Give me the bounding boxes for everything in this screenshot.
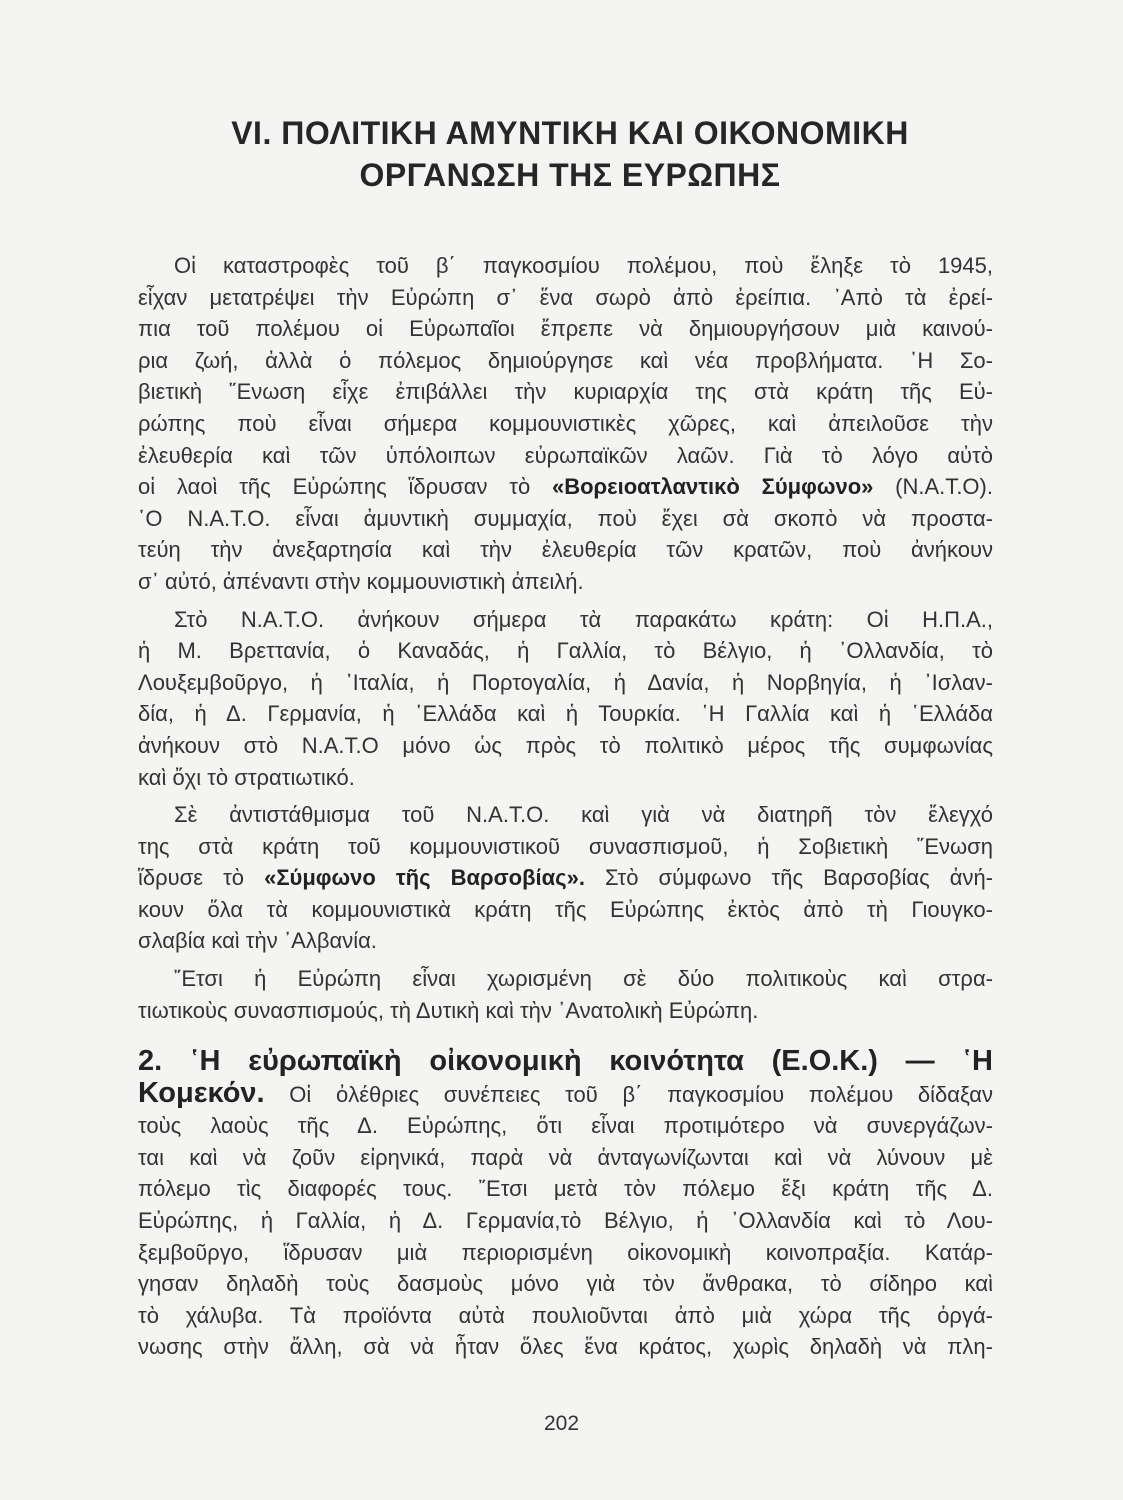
text-line: ῎Ετσι ἡ Εὐρώπη εἶναι χωρισμένη σὲ δύο πολιτικοὺς καὶ στρα- xyxy=(174,966,993,992)
text-line: ἡ Μ. Βρεττανία, ὁ Καναδάς, ἡ Γαλλία, τὸ Βέλγιο, ἡ ᾽Ολλανδία, τὸ xyxy=(138,638,993,664)
paragraph-warsaw-pact xyxy=(138,799,993,957)
text-line: ξεμβοῦργο, ἵδρυσαν μιὰ περιορισμένη οἰκονομικὴ κοινοπραξία. Κατάρ- xyxy=(138,1239,993,1265)
text-line: τὸ χάλυβα. Τὰ προϊόντα αὐτὰ πουλιοῦνται ἀπὸ μιὰ χώρα τῆς ὀργά- xyxy=(138,1302,993,1328)
body-text xyxy=(138,250,993,1026)
text-line: νωσης στὴν ἄλλη, σὰ νὰ ἦταν ὅλες ἕνα κράτος, χωρὶς δηλαδὴ νὰ πλη- xyxy=(138,1334,993,1360)
section-eec-comecon xyxy=(138,1046,993,1363)
text-line: Στὸ Ν.Α.Τ.Ο. ἀνήκουν σήμερα τὰ παρακάτω κράτη: Οἱ Η.Π.Α., xyxy=(174,606,993,632)
text-line: πόλεμο τὶς διαφορές τους. ῎Ετσι μετὰ τὸν πόλεμο ἕξι κράτη τῆς Δ. xyxy=(138,1176,993,1202)
text-line: βιετικὴ ῞Ενωση εἶχε ἐπιβάλλει τὴν κυριαρχία της στὰ κράτη τῆς Εὐ- xyxy=(138,379,993,405)
chapter-title xyxy=(140,112,1000,196)
text-line: Εὐρώπης, ἡ Γαλλία, ἡ Δ. Γερμανία,τὸ Βέλγιο, ἡ ᾽Ολλανδία καὶ τὸ Λου- xyxy=(138,1207,993,1233)
text-line: ρια ζωή, ἀλλὰ ὁ πόλεμος δημιούργησε καὶ νέα προβλήματα. ῾Η Σο- xyxy=(138,347,993,373)
paragraph-nato-intro xyxy=(138,250,993,598)
text-line: δία, ἡ Δ. Γερμανία, ἡ ῾Ελλάδα καὶ ἡ Τουρκία. ῾Η Γαλλία καὶ ἡ ῾Ελλάδα xyxy=(138,701,993,727)
text-line: σ᾽ αὐτό, ἀπέναντι στὴν κομμουνιστικὴ ἀπειλή. xyxy=(138,568,584,594)
text-line: τιωτικοὺς συνασπισμούς, τὴ Δυτικὴ καὶ τὴν ᾽Ανατολικὴ Εὐρώπη. xyxy=(138,997,759,1023)
chapter-title-line-1: VI. ΠΟΛΙΤΙΚΗ ΑΜΥΝΤΙΚΗ ΚΑΙ ΟΙΚΟΝΟΜΙΚΗ xyxy=(231,115,909,151)
text-line: ἀνήκουν στὸ Ν.Α.Τ.Ο μόνο ὡς πρὸς τὸ πολιτικὸ μέρος τῆς συμφωνίας xyxy=(138,732,993,758)
text-line: πια τοῦ πολέμου οἱ Εὐρωπαῖοι ἔπρεπε νὰ δημιουργήσουν μιὰ καινού- xyxy=(138,316,993,342)
warsaw-pact-name: «Σύμφωνο τῆς Βαρσοβίας». xyxy=(264,865,585,891)
text-fragment: ἵδρυσε τὸ xyxy=(138,865,265,891)
text-line xyxy=(138,471,993,503)
nato-treaty-name: «Βορειοατλαντικὸ Σύμφωνο» xyxy=(552,474,874,500)
text-line: τεύη τὴν ἀνεξαρτησία καὶ τὴν ἐλευθερία τῶν κρατῶν, ποὺ ἀνήκουν xyxy=(138,537,993,563)
text-line: Σὲ ἀντιστάθμισμα τοῦ Ν.Α.Τ.Ο. καὶ γιὰ νὰ διατηρῆ τὸν ἔλεγχό xyxy=(174,802,993,828)
text-line: ρώπης ποὺ εἶναι σήμερα κομμουνιστικὲς χῶρες, καὶ ἀπειλοῦσε τὴν xyxy=(138,410,993,436)
text-fragment: Οἱ ὀλέθριες συνέπειες τοῦ β΄ παγκοσμίου πολέμου δίδαξαν xyxy=(264,1081,993,1107)
text-line: κουν ὅλα τὰ κομμουνιστικὰ κράτη τῆς Εὐρώπης ἐκτὸς ἀπὸ τὴ Γιουγκο- xyxy=(138,896,993,922)
text-line: τοὺς λαοὺς τῆς Δ. Εὐρώπης, ὅτι εἶναι προτιμότερο νὰ συνεργάζων- xyxy=(138,1113,993,1139)
text-line: ἐλευθερία καὶ τῶν ὑπόλοιπων εὐρωπαϊκῶν λαῶν. Γιὰ τὸ λόγο αὐτὸ xyxy=(138,442,993,468)
section-heading: 2. ῾Η εὐρωπαϊκὴ οἰκονομικὴ κοινότητα (Ε.Ο.Κ.) — ῾Η xyxy=(138,1045,993,1077)
text-line: ῾Ο Ν.Α.Τ.Ο. εἶναι ἀμυντικὴ συμμαχία, ποὺ ἔχει σὰ σκοπὸ νὰ προστα- xyxy=(138,505,993,531)
text-line: Λουξεμβοῦργο, ἡ ᾽Ιταλία, ἡ Πορτογαλία, ἡ Δανία, ἡ Νορβηγία, ἡ ᾽Ισλαν- xyxy=(138,669,993,695)
text-line: σλαβία καὶ τὴν ᾽Αλβανία. xyxy=(138,928,377,954)
text-line: καὶ ὄχι τὸ στρατιωτικό. xyxy=(138,764,355,790)
text-line: εἶχαν μετατρέψει τὴν Εὐρώπη σ᾽ ἕνα σωρὸ ἀπὸ ἐρείπια. ᾽Απὸ τὰ ἐρεί- xyxy=(138,284,993,310)
text-line xyxy=(138,862,993,894)
text-fragment: οἱ λαοὶ τῆς Εὐρώπης ἵδρυσαν τὸ xyxy=(138,474,552,500)
section-heading-continued: Κομεκόν. xyxy=(138,1076,265,1109)
text-line xyxy=(138,1078,993,1111)
text-fragment: Στὸ σύμφωνο τῆς Βαρσοβίας ἀνή- xyxy=(584,865,994,891)
paragraph-divided-europe xyxy=(138,963,993,1026)
text-line: ται καὶ νὰ ζοῦν εἰρηνικά, παρὰ νὰ ἀνταγωνίζωνται καὶ νὰ λύνουν μὲ xyxy=(138,1144,993,1170)
paragraph-nato-members xyxy=(138,604,993,794)
page-number: 202 xyxy=(543,1412,580,1435)
chapter-title-line-2: ΟΡΓΑΝΩΣΗ ΤΗΣ ΕΥΡΩΠΗΣ xyxy=(359,157,781,193)
text-line: της στὰ κράτη τοῦ κομμουνιστικοῦ συνασπισμοῦ, ἡ Σοβιετικὴ ῞Ενωση xyxy=(138,833,993,859)
text-line: γησαν δηλαδὴ τοὺς δασμοὺς μόνο γιὰ τὸν ἄνθρακα, τὸ σίδηρο καὶ xyxy=(138,1271,993,1297)
text-fragment: (Ν.Α.Τ.Ο). xyxy=(873,474,993,500)
text-line: Οἱ καταστροφὲς τοῦ β΄ παγκοσμίου πολέμου, ποὺ ἔληξε τὸ 1945, xyxy=(174,253,993,278)
